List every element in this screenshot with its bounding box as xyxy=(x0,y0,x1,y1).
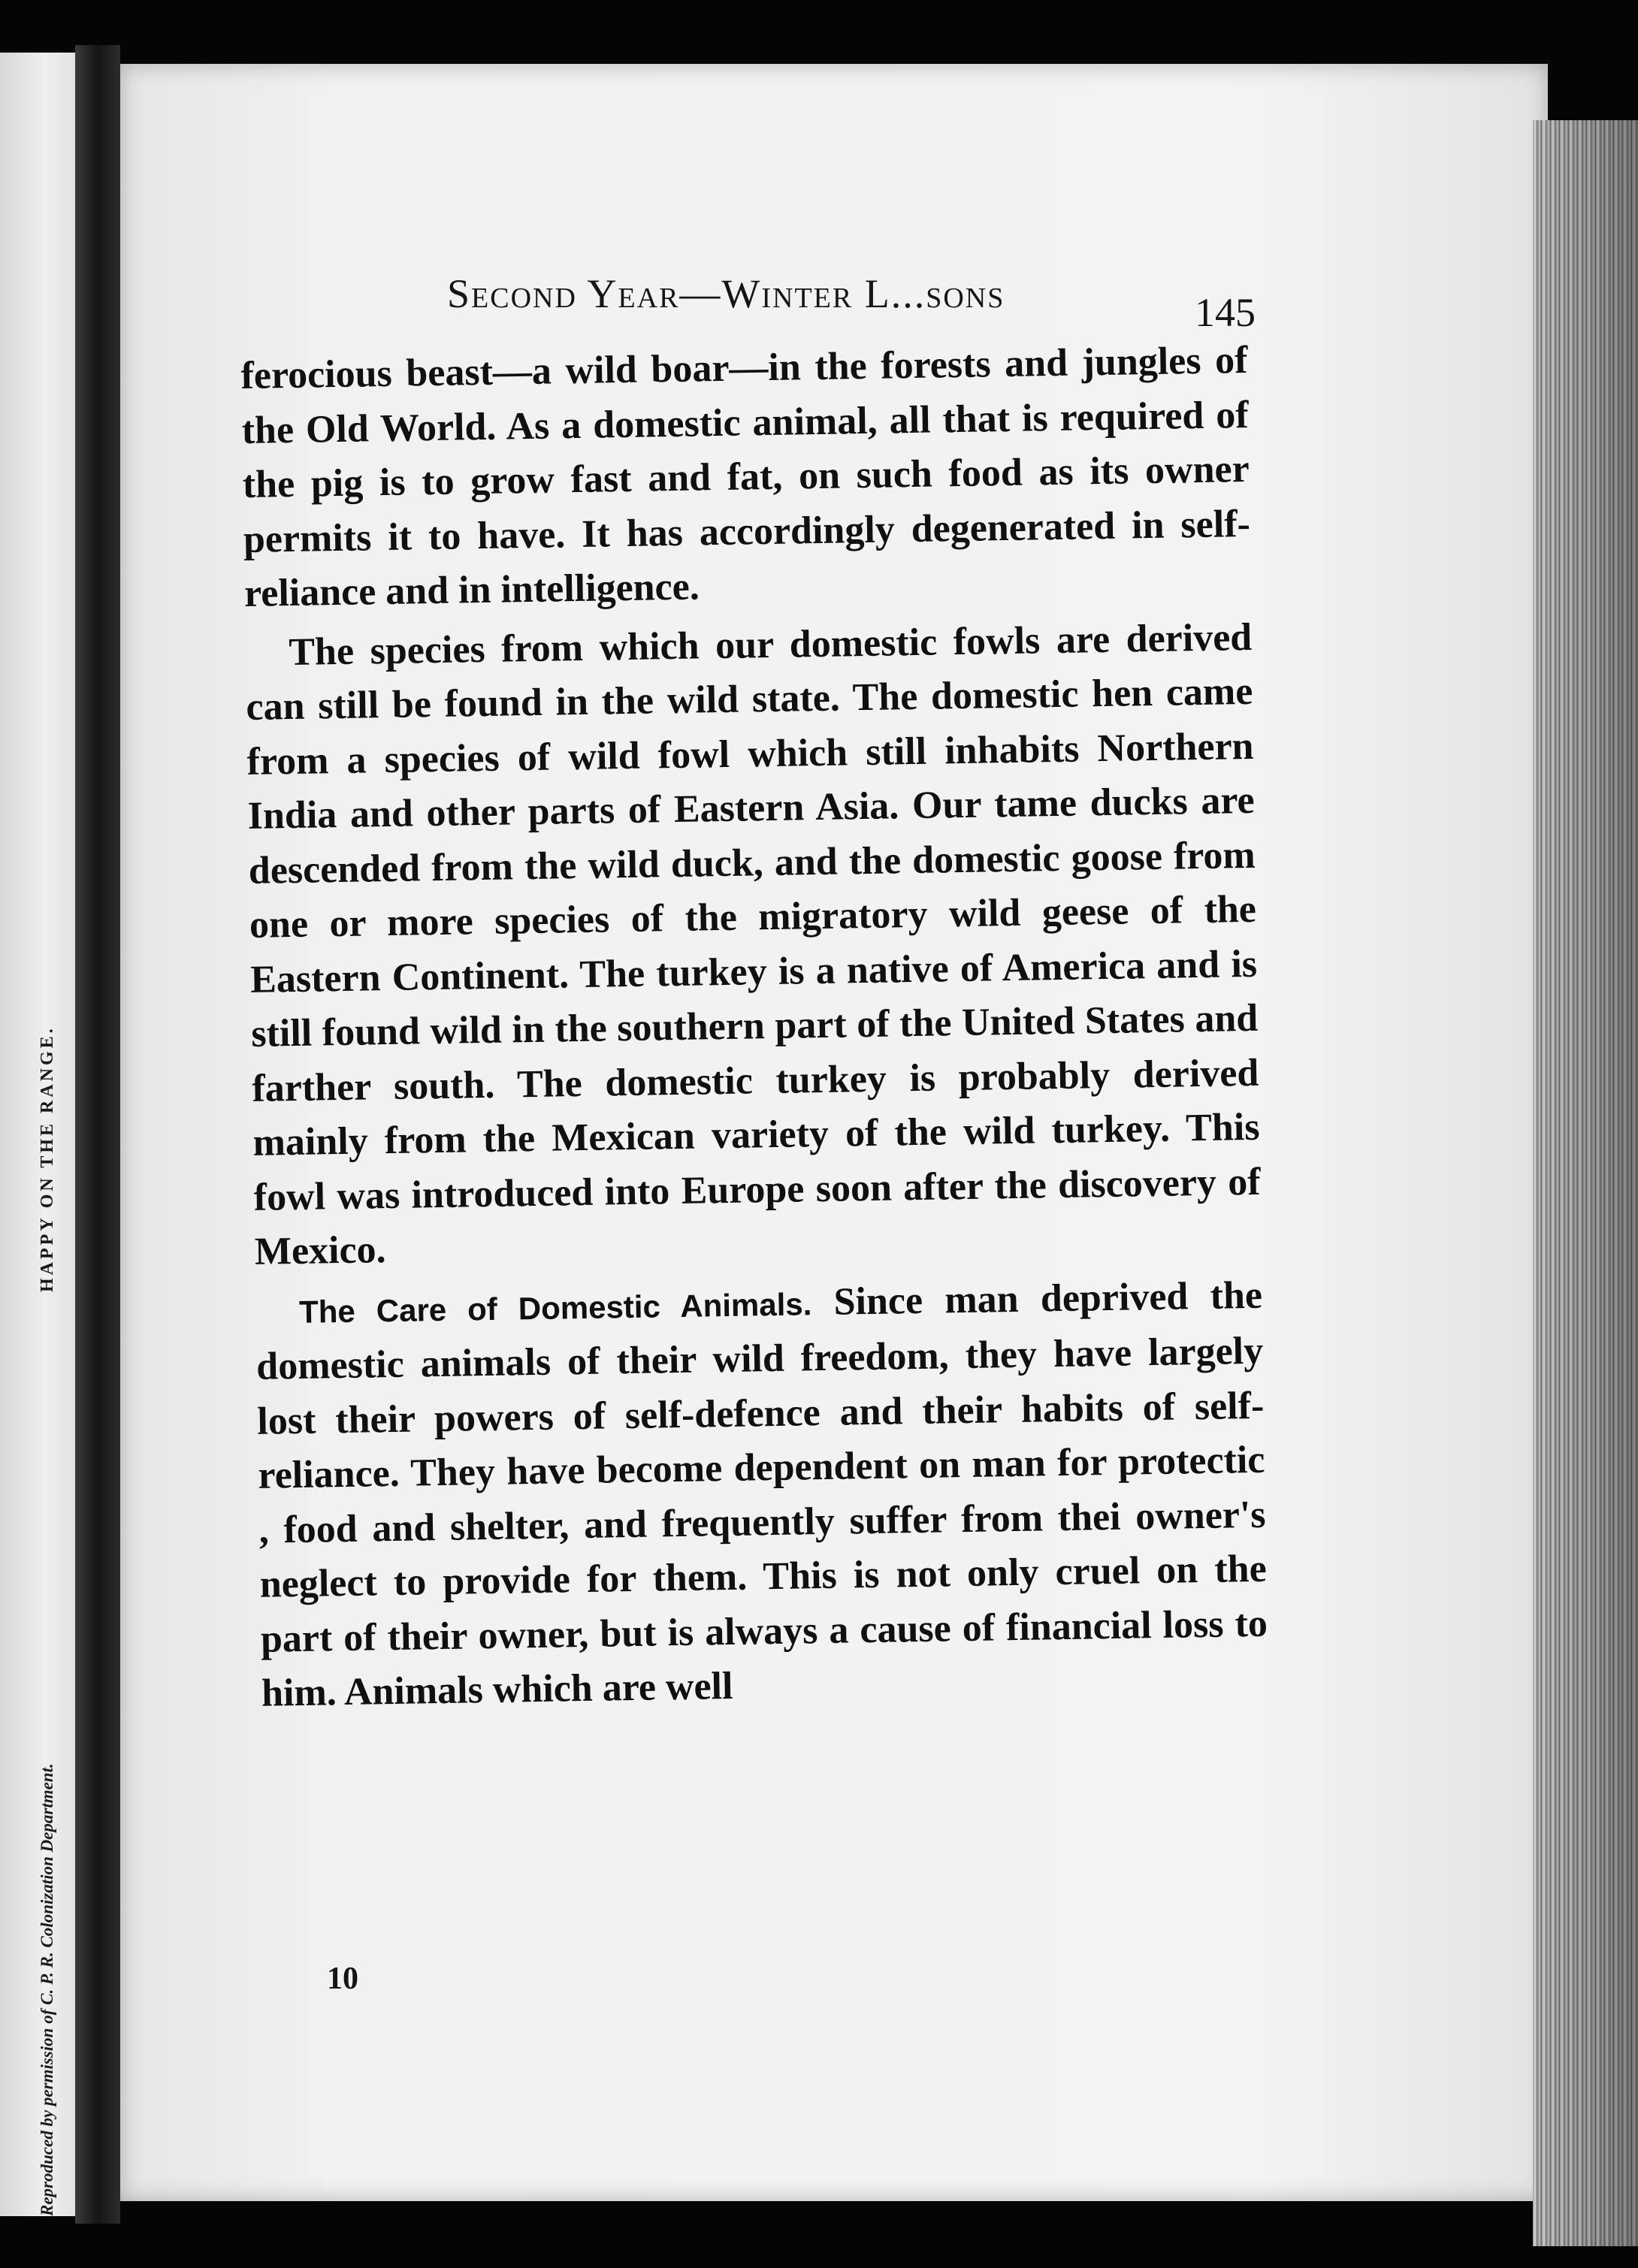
page-number: 145 xyxy=(1195,290,1256,335)
paragraph-2: The species from which our domestic fowls are derived can still be found in the wild state. The domestic hen came from a species of wild fowl which still inhabits Northern India and other parts of Eastern Asia. Our tame ducks are descended from the wild duck, and the domestic goose from one or more species of the migratory wild geese of the Eastern Continent. The turkey is a native of America and is still found wild in the southern part of the United States and farther south. The domestic turkey is probably derived mainly from the Mexican variety of the wild turkey. This fowl was introduced into Europe soon after the discovery of Mexico. xyxy=(246,615,1262,1273)
paragraph-3 xyxy=(255,1268,1269,1721)
page-stack-shadow xyxy=(1533,120,1638,2246)
book-gutter xyxy=(75,45,120,2224)
running-head: Second Year—Winter L...sons xyxy=(447,271,1005,316)
section-heading: The Care of Domestic Animals. xyxy=(298,1285,812,1330)
side-book-title: HAPPY ON THE RANGE. xyxy=(38,1025,57,1292)
paragraph-1: ferocious beast—a wild boar—in the forests and jungles of the Old World. As a domestic animal, all that is required of the pig is to grow fast and fat, on such food as its owner permits it to have. It has accordingly degenerated in self-reliance and in intelligence. xyxy=(240,338,1251,615)
paragraph-3-text: Since man deprived the domestic animals of their wild freedom, they have largely lost their powers of self-defence and their habits of self-reliance. They have become dependent on man for protectic , food and shelter, and frequently suffer from thei owner's neglect to provide for them. This is not only cruel on the part of their owner, but is always a cause of financial loss to him. Animals which are well xyxy=(255,1273,1268,1715)
body-text xyxy=(240,334,1269,1721)
side-reproduction-caption: Reproduced by permission of C. P. R. Colonization Department. xyxy=(38,1763,56,2216)
signature-mark: 10 xyxy=(327,1961,358,1996)
